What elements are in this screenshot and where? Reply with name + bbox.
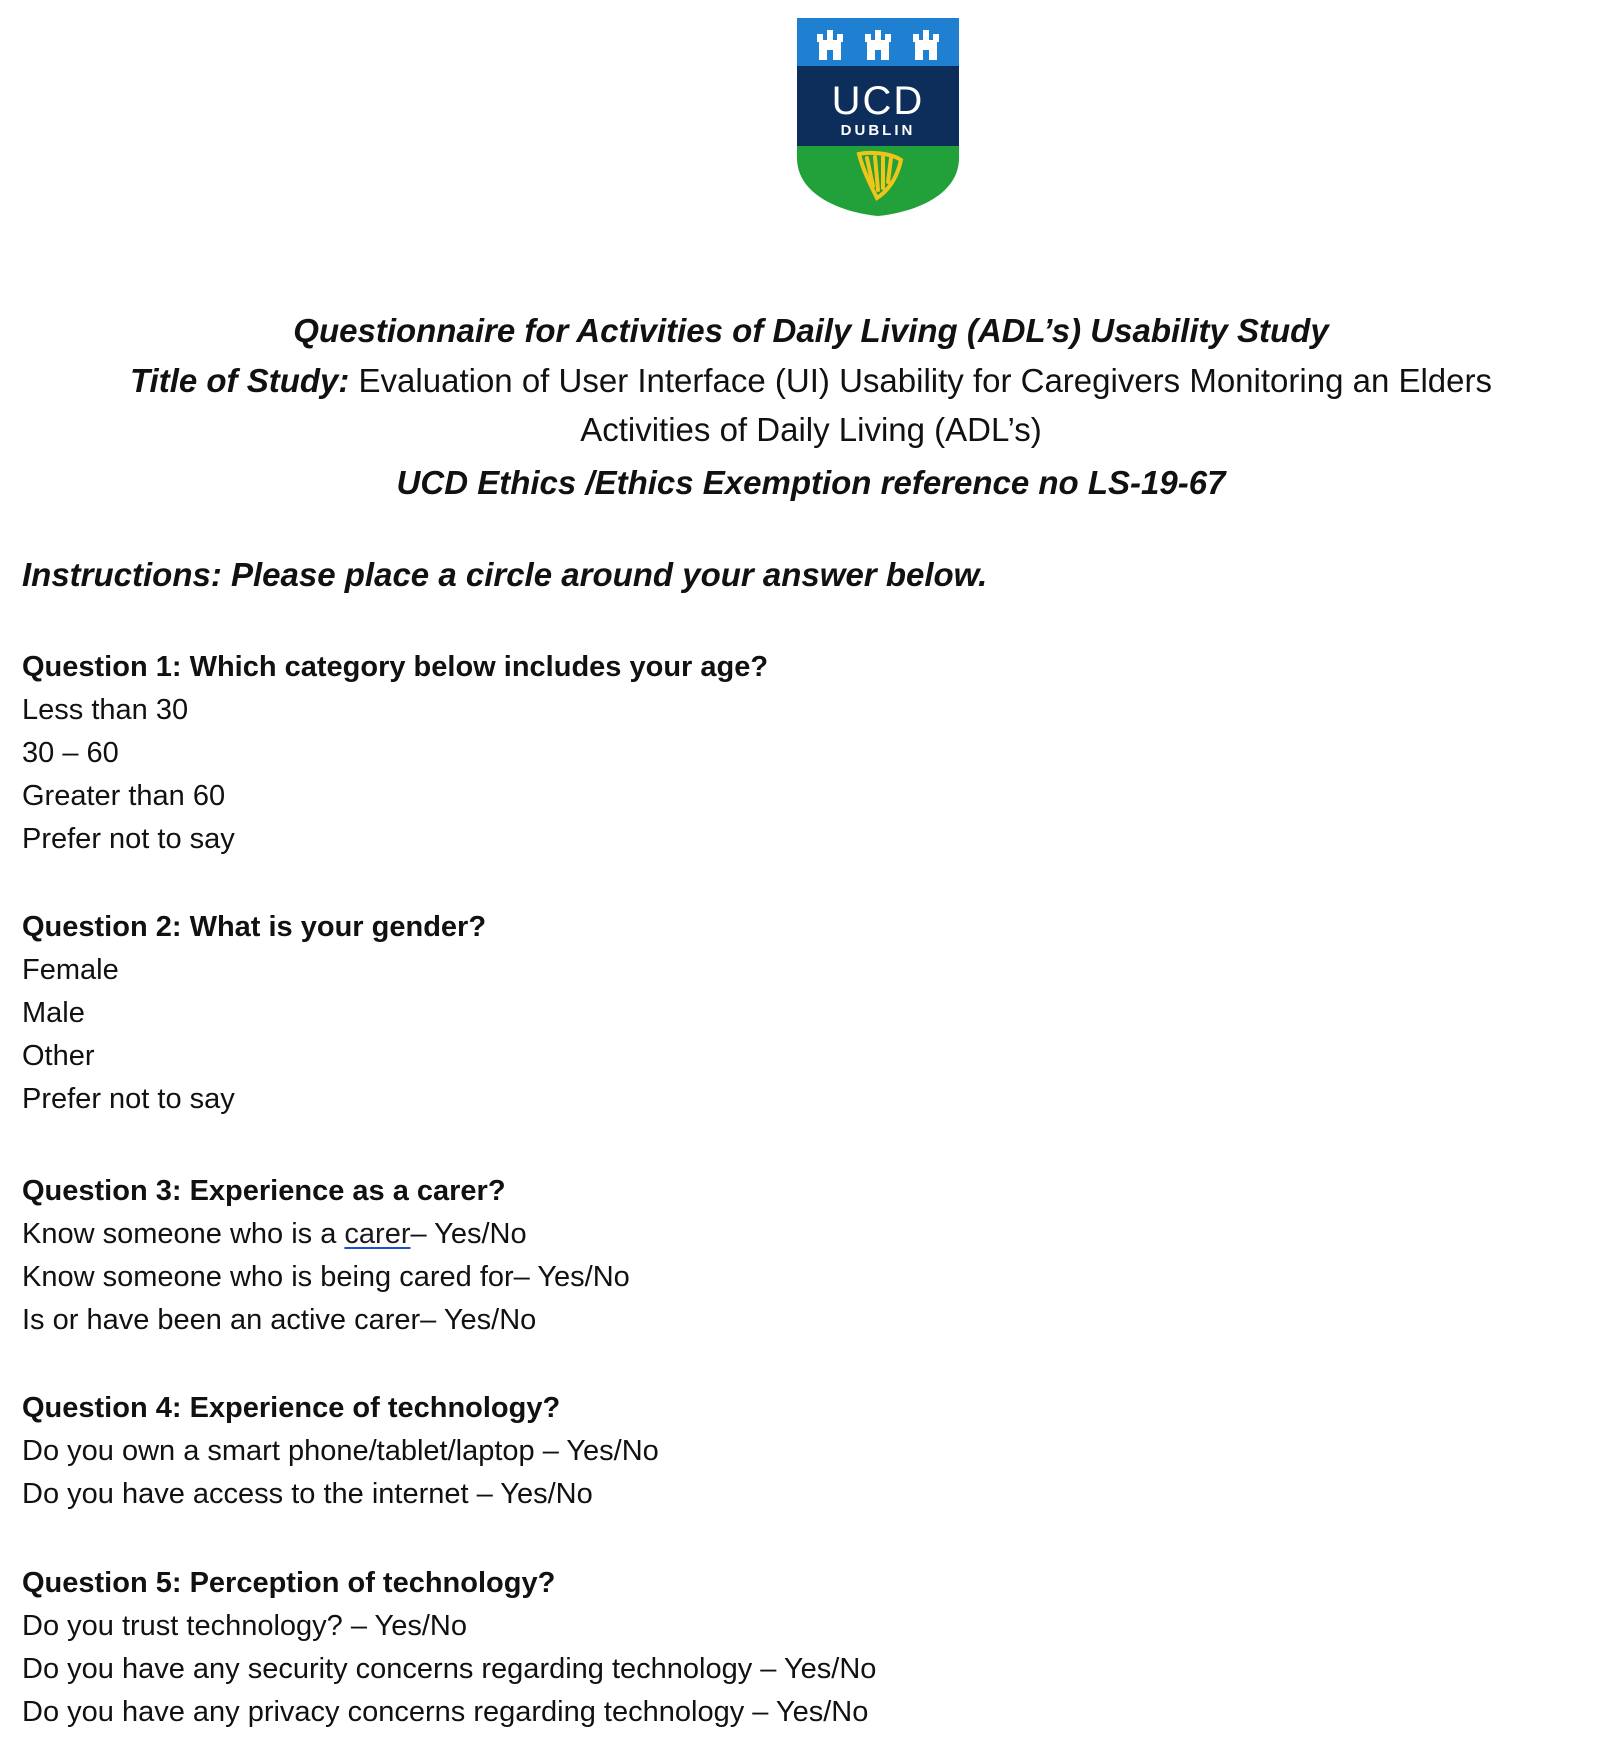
study-title-line-2: Activities of Daily Living (ADL’s): [580, 411, 1042, 448]
answer-option[interactable]: Know someone who is being cared for– Yes/No: [22, 1261, 630, 1293]
study-title-text: Evaluation of User Interface (UI) Usability for Caregivers Monitoring an Elders: [349, 362, 1492, 399]
castle-icon-middle: [865, 30, 891, 60]
answer-option[interactable]: Prefer not to say: [22, 823, 235, 855]
answer-option[interactable]: Is or have been an active carer– Yes/No: [22, 1304, 537, 1336]
carer-link[interactable]: carer: [344, 1218, 411, 1250]
ethics-reference: UCD Ethics /Ethics Exemption reference no LS-19-67: [396, 464, 1226, 501]
instructions: Instructions: Please place a circle around your answer below.: [22, 556, 988, 593]
answer-option[interactable]: Do you own a smart phone/tablet/laptop – Yes/No: [22, 1435, 659, 1467]
question-title: Question 3: Experience as a carer?: [22, 1175, 506, 1207]
question-title: Question 2: What is your gender?: [22, 911, 487, 943]
ucd-crest-logo: [797, 18, 959, 216]
question-title: Question 4: Experience of technology?: [22, 1392, 561, 1424]
question-4: [22, 1387, 659, 1516]
answer-option[interactable]: Male: [22, 997, 85, 1029]
castle-icon-left: [817, 30, 843, 60]
question-5: [22, 1562, 876, 1734]
question-title: Question 1: Which category below includes your age?: [22, 651, 769, 683]
logo-ucd-text: UCD: [831, 79, 925, 123]
question-title: Question 5: Perception of technology?: [22, 1567, 556, 1599]
answer-option[interactable]: Do you have access to the internet – Yes/No: [22, 1478, 593, 1510]
answer-option[interactable]: Female: [22, 954, 119, 986]
answer-option[interactable]: [22, 1213, 630, 1256]
answer-option-prefix: Know someone who is a: [22, 1218, 345, 1250]
answer-option[interactable]: Other: [22, 1040, 95, 1072]
answer-option[interactable]: 30 – 60: [22, 737, 119, 769]
answer-option[interactable]: Greater than 60: [22, 780, 226, 812]
answer-option[interactable]: Do you have any privacy concerns regarding technology – Yes/No: [22, 1696, 869, 1728]
answer-option-suffix: – Yes/No: [410, 1218, 527, 1250]
logo-dublin-text: DUBLIN: [840, 122, 916, 139]
answer-option[interactable]: Do you have any security concerns regarding technology – Yes/No: [22, 1653, 877, 1685]
answer-option[interactable]: Do you trust technology? – Yes/No: [22, 1610, 467, 1642]
question-3: [22, 1170, 630, 1342]
questionnaire-title: Questionnaire for Activities of Daily Living (ADL’s) Usability Study: [293, 312, 1329, 349]
answer-option[interactable]: Less than 30: [22, 694, 189, 726]
castle-icon-right: [913, 30, 939, 60]
answer-option[interactable]: Prefer not to say: [22, 1083, 235, 1115]
study-title-line-1: [0, 362, 1622, 400]
question-2: [22, 906, 486, 1121]
study-title-label: Title of Study:: [129, 362, 350, 399]
question-1: [22, 646, 768, 861]
